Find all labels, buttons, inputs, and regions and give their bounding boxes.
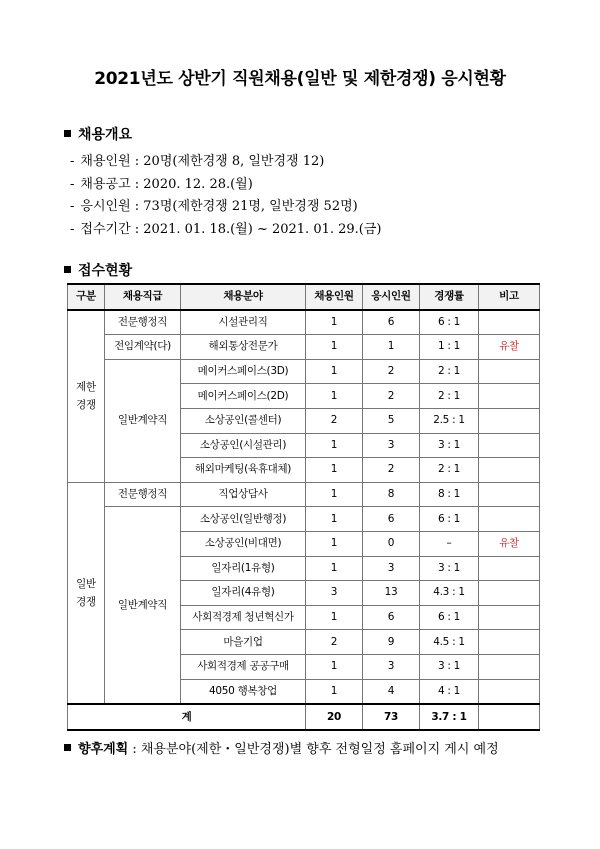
note-cell <box>479 630 540 655</box>
group-restricted <box>68 310 105 483</box>
note-cell <box>479 433 540 458</box>
field-cell: 일자리(4유형) <box>181 581 306 606</box>
applicants-cell: 5 <box>363 408 420 433</box>
applicants-cell: 6 <box>363 310 420 335</box>
group-label-line: 제한 <box>76 381 96 394</box>
hires-cell: 1 <box>306 433 363 458</box>
ratio-cell: 2 : 1 <box>420 458 479 483</box>
ratio-cell: – <box>420 531 479 556</box>
note-cell <box>479 310 540 335</box>
page-title: 2021년도 상반기 직원채용(일반 및 제한경쟁) 응시현황 <box>94 69 506 89</box>
applicants-cell: 6 <box>363 605 420 630</box>
table-row <box>68 335 540 360</box>
overview-line-hires <box>70 150 324 169</box>
applicants-cell: 3 <box>363 433 420 458</box>
square-bullet-icon <box>64 744 71 751</box>
field-cell: 해외마케팅(육휴대체) <box>181 458 306 483</box>
ratio-cell: 3 : 1 <box>420 433 479 458</box>
note-cell <box>479 384 540 409</box>
group-label-line: 일반 <box>76 577 96 590</box>
rank-cell: 전문행정직 <box>105 310 181 335</box>
note-cell <box>479 458 540 483</box>
square-bullet-icon <box>64 266 71 273</box>
hires-cell: 1 <box>306 482 363 507</box>
applicants-cell: 0 <box>363 531 420 556</box>
ratio-cell: 6 : 1 <box>420 605 479 630</box>
dash: - <box>70 177 75 192</box>
square-bullet-icon <box>64 130 71 137</box>
field-cell: 일자리(1유형) <box>181 556 306 581</box>
field-cell: 사회적경제 공공구매 <box>181 654 306 679</box>
ratio-cell: 6 : 1 <box>420 310 479 335</box>
applicants-cell: 1 <box>363 335 420 360</box>
rank-cell: 전임계약(다) <box>105 335 181 360</box>
group-label-line: 경쟁 <box>76 595 96 608</box>
ratio-cell: 3 : 1 <box>420 654 479 679</box>
hires-cell: 3 <box>306 581 363 606</box>
table-row <box>68 482 540 507</box>
table-row <box>68 507 540 532</box>
ratio-cell: 4.5 : 1 <box>420 630 479 655</box>
hires-cell: 1 <box>306 654 363 679</box>
table-header-row <box>68 284 540 310</box>
column-header: 경쟁률 <box>420 284 479 310</box>
column-header: 채용인원 <box>306 284 363 310</box>
total-applicants: 73 <box>363 704 420 730</box>
ratio-cell: 1 : 1 <box>420 335 479 360</box>
applicants-cell: 13 <box>363 581 420 606</box>
overview-text: 접수기간 : 2021. 01. 18.(월) ~ 2021. 01. 29.(금) <box>80 222 382 237</box>
note-cell <box>479 556 540 581</box>
total-row <box>68 704 540 730</box>
column-header: 구분 <box>68 284 105 310</box>
dash: - <box>70 222 75 237</box>
field-cell: 해외통상전문가 <box>181 335 306 360</box>
hires-cell: 1 <box>306 384 363 409</box>
rank-cell: 일반계약직 <box>105 359 181 482</box>
applicants-cell: 3 <box>363 556 420 581</box>
hires-cell: 1 <box>306 605 363 630</box>
dash: - <box>70 154 75 169</box>
note-cell <box>479 605 540 630</box>
field-cell: 메이커스페이스(3D) <box>181 359 306 384</box>
applicants-cell: 8 <box>363 482 420 507</box>
field-cell: 소상공인(비대면) <box>181 531 306 556</box>
note-cell <box>479 408 540 433</box>
overview-line-applicants <box>70 195 358 214</box>
hires-cell: 1 <box>306 556 363 581</box>
note-cell: 유찰 <box>479 531 540 556</box>
column-header: 채용직급 <box>105 284 181 310</box>
dash: - <box>70 199 75 214</box>
field-cell: 소상공인(시설관리) <box>181 433 306 458</box>
future-plan <box>64 738 499 757</box>
field-cell: 사회적경제 청년혁신가 <box>181 605 306 630</box>
hires-cell: 1 <box>306 310 363 335</box>
future-plan-label: 향후계획 <box>78 742 129 757</box>
overview-line-notice <box>70 173 253 192</box>
hires-cell: 1 <box>306 359 363 384</box>
overview-text: 채용인원 : 20명(제한경쟁 8, 일반경쟁 12) <box>80 154 325 169</box>
group-label-line: 경쟁 <box>76 399 96 412</box>
field-cell: 직업상담사 <box>181 482 306 507</box>
applicants-cell: 2 <box>363 458 420 483</box>
applicants-cell: 4 <box>363 679 420 704</box>
hires-cell: 1 <box>306 458 363 483</box>
hires-cell: 1 <box>306 679 363 704</box>
ratio-cell: 4.3 : 1 <box>420 581 479 606</box>
ratio-cell: 3 : 1 <box>420 556 479 581</box>
field-cell: 메이커스페이스(2D) <box>181 384 306 409</box>
table-row <box>68 359 540 384</box>
ratio-cell: 2 : 1 <box>420 359 479 384</box>
note-cell <box>479 679 540 704</box>
column-header: 응시인원 <box>363 284 420 310</box>
applicants-cell: 2 <box>363 384 420 409</box>
overview-text: 채용공고 : 2020. 12. 28.(월) <box>80 177 253 192</box>
hires-cell: 2 <box>306 408 363 433</box>
total-hires: 20 <box>306 704 363 730</box>
column-header: 채용분야 <box>181 284 306 310</box>
applicants-cell: 3 <box>363 654 420 679</box>
field-cell: 4050 행복창업 <box>181 679 306 704</box>
field-cell: 소상공인(콜센터) <box>181 408 306 433</box>
note-cell: 유찰 <box>479 335 540 360</box>
ratio-cell: 4 : 1 <box>420 679 479 704</box>
field-cell: 소상공인(일반행정) <box>181 507 306 532</box>
hires-cell: 2 <box>306 630 363 655</box>
ratio-cell: 2.5 : 1 <box>420 408 479 433</box>
total-label: 계 <box>68 704 306 730</box>
overview-line-period <box>70 218 382 237</box>
status-heading-text: 접수현황 <box>78 263 133 279</box>
rank-cell: 일반계약직 <box>105 507 181 704</box>
total-note <box>479 704 540 730</box>
column-header: 비고 <box>479 284 540 310</box>
ratio-cell: 8 : 1 <box>420 482 479 507</box>
overview-text: 응시인원 : 73명(제한경쟁 21명, 일반경쟁 52명) <box>80 199 358 214</box>
note-cell <box>479 359 540 384</box>
group-general <box>68 482 105 704</box>
rank-cell: 전문행정직 <box>105 482 181 507</box>
hires-cell: 1 <box>306 531 363 556</box>
total-ratio: 3.7 : 1 <box>420 704 479 730</box>
note-cell <box>479 581 540 606</box>
applicants-cell: 6 <box>363 507 420 532</box>
note-cell <box>479 654 540 679</box>
overview-heading <box>64 124 132 144</box>
note-cell <box>479 482 540 507</box>
note-cell <box>479 507 540 532</box>
applicants-cell: 2 <box>363 359 420 384</box>
recruitment-status-table <box>67 283 540 731</box>
applicants-cell: 9 <box>363 630 420 655</box>
table-row <box>68 310 540 335</box>
overview-heading-text: 채용개요 <box>78 127 133 143</box>
field-cell: 시설관리직 <box>181 310 306 335</box>
hires-cell: 1 <box>306 335 363 360</box>
status-heading <box>64 260 132 280</box>
ratio-cell: 2 : 1 <box>420 384 479 409</box>
ratio-cell: 6 : 1 <box>420 507 479 532</box>
field-cell: 마을기업 <box>181 630 306 655</box>
hires-cell: 1 <box>306 507 363 532</box>
future-plan-text: : 채용분야(제한・일반경쟁)별 향후 전형일정 홈페이지 게시 예정 <box>128 742 499 757</box>
